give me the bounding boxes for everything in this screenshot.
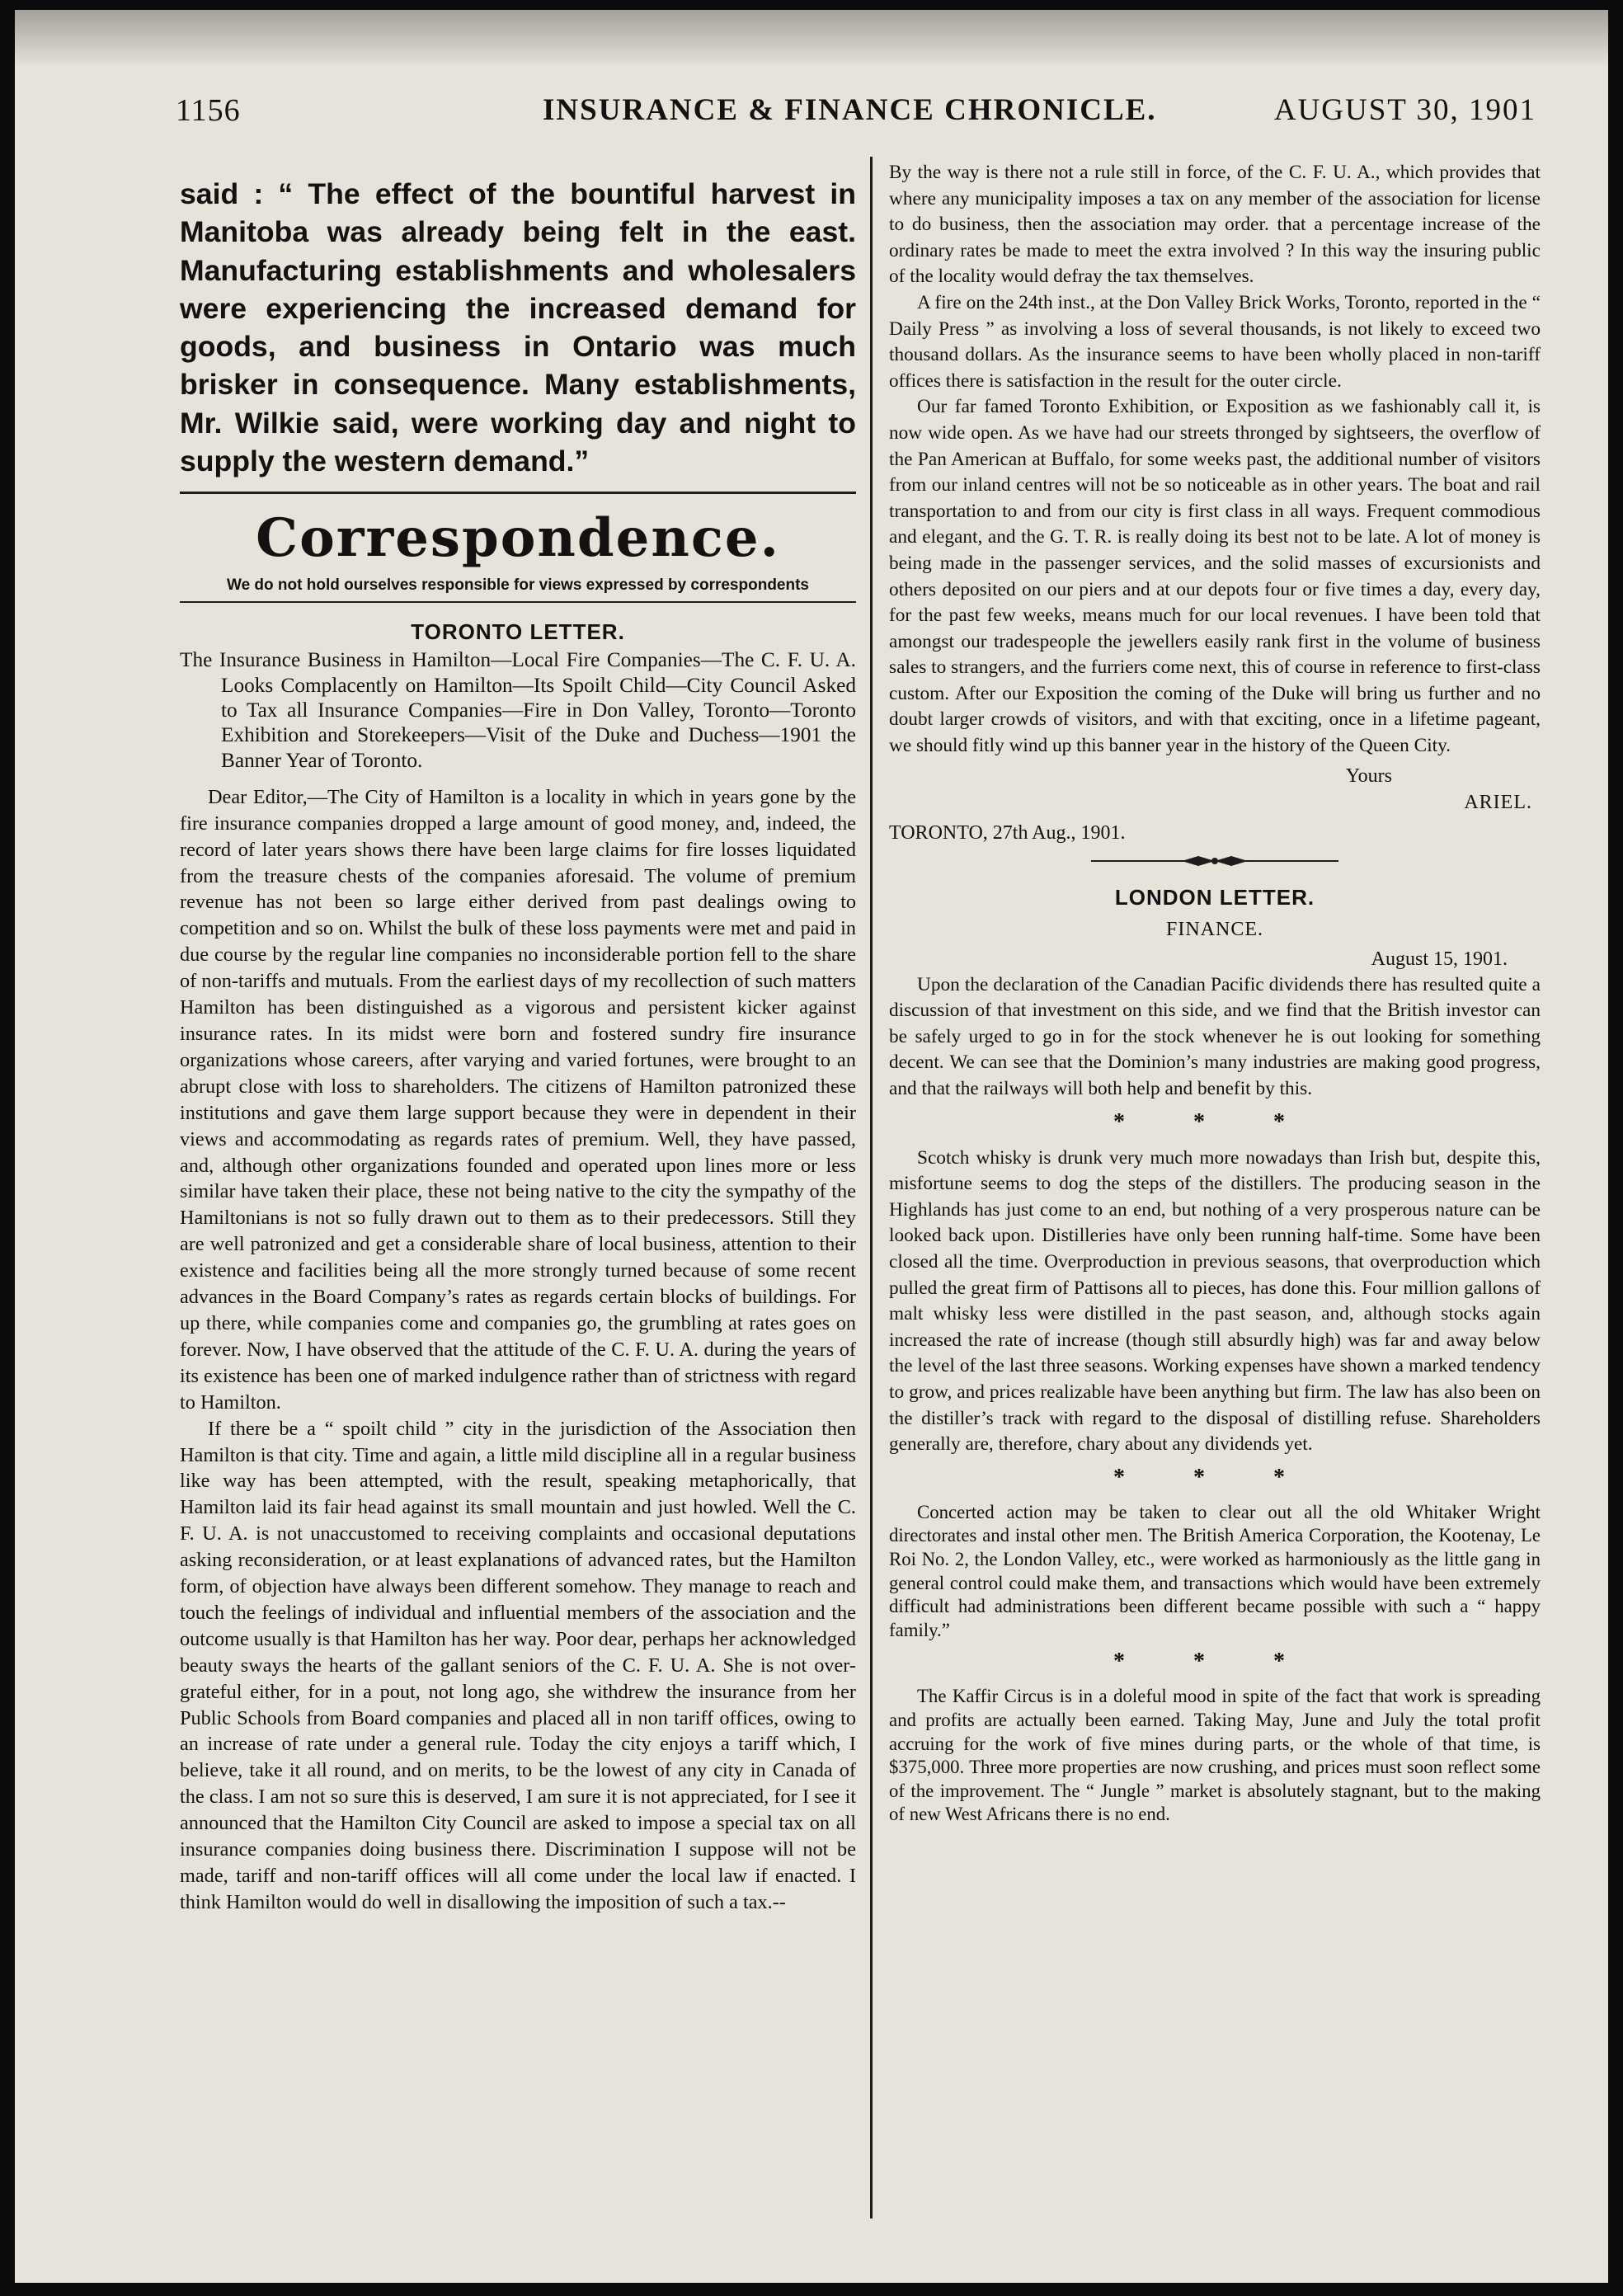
section-rule	[180, 492, 856, 494]
body-paragraph: A fire on the 24th inst., at the Don Valley Brick Works, Toronto, reported in the “ Daily Press ” as involving a loss of several thousands, is not likely to exceed two thousand dollars. As the insurance seems to have been wholly placed in non-tariff offices there is satisfaction in the result for the outer circle.	[889, 291, 1541, 392]
left-column	[180, 160, 856, 1916]
body-paragraph: By the way is there not a rule still in force, of the C. F. U. A., which provides that where any municipality imposes a tax on any member of the association for license to do business, then the association may order. that a percentage increase of the ordinary rates be made to meet the extra involved ? In this way the insuring public of the locality would defray the tax themselves.	[889, 162, 1541, 288]
disclaimer-rule	[180, 601, 856, 603]
body-paragraph: Our far famed Toronto Exhibition, or Exposition as we fashionably call it, is now wide open. As we have had our streets thronged by sightseers, the overflow of the Pan American at Buffalo, for some weeks past, the additional number of visitors from our inland centres will not be so noticeable as in other years. The boat and rail transportation to and from our city is first class in all ways. Frequent commodious and elegant, and the G. T. R. is really doing its best not to be late. A lot of money is being made in the passenger services, and the solid masses of excursionists and others deposited on our piers and at our depots four or five times a day, every day, for the past few weeks, means much for our local revenues. I have been told that amongst our tradespeople the jewellers easily rank first in the volume of business sales to strangers, and the furriers come next, this of course in reference to first-class custom. After our Exposition the coming of the Duke will bring us further and no doubt larger crowds of visitors, and with that exciting, once in a lifetime pageant, we should fitly wind up this banner year in the history of the Queen City.	[889, 396, 1541, 757]
lead-paragraph: said : “ The effect of the bountiful harvest in Manitoba was already being felt in the east. Manufacturing establishments and wholesalers were experiencing the increased demand for goods, and business in Ontario was much brisker in consequence. Many establishments, Mr. Wilkie said, were working day and night to supply the western demand.”	[180, 177, 856, 478]
newspaper-page	[15, 10, 1608, 2283]
body-paragraph: Upon the declaration of the Canadian Pacific dividends there has resulted quite a discussion of that investment on this side, and we find that the British investor can be safely urged to go in for the stock whenever he is out looking for something decent. We can see that the Dominion’s many industries are making good progress, and that the railways will both help and benefit by this.	[889, 973, 1541, 1100]
issue-date: AUGUST 30, 1901	[1273, 93, 1536, 127]
disclaimer: We do not hold ourselves responsible for views expressed by correspondents	[226, 576, 809, 595]
toronto-letter-title: TORONTO LETTER.	[411, 619, 625, 645]
london-letter-date: August 15, 1901.	[1371, 948, 1508, 970]
body-paragraph: Dear Editor,—The City of Hamilton is a locality in which in years gone by the fire insurance companies dropped a large amount of good money, and, indeed, the record of later years shows there have been large claims for fire losses liquidated from the treasure chests of the companies aforesaid. The volume of premium revenue has not been so large either derived from past dealings owing to competition and so on. Whilst the bulk of these loss payments were met and paid in due course by the regular line companies no inconsiderable portion fell to the share of non-tariffs and mutuals. From the earliest days of my recollection of such matters Hamilton has been distinguished as a vigorous and persistent kicker against insurance rates. In its midst were born and fostered sundry fire insurance organizations whose careers, after varying and varied fortunes, were brought to an abrupt close with loss to shareholders. The citizens of Hamilton patronized these institutions and gave them large support because they were in dependent in their views and accommodating as regards rates of premium. Well, they have passed, and, although other organizations founded and operated upon lines more or less similar have taken their place, these not being native to the city the sympathy of the Hamiltonians is not so fully drawn out to them as to their predecessors. Still they are well patronized and get a considerable share of local business, attention to their existence and facilities being all the more strongly turned because of some recent advances in the Board Company’s rates as regards certain blocks of buildings. For up there, while companies come and companies go, the grumbling at rates goes on forever. Now, I have observed that the attitude of the C. F. U. A. during the years of its existence has been one of marked indulgence rather than of strictness with regard to Hamilton.	[180, 785, 856, 1414]
section-separator: * * *	[1113, 1649, 1316, 1675]
sign-off-yours: Yours	[1345, 765, 1392, 787]
london-letter-subtitle: FINANCE.	[1165, 918, 1263, 940]
column-divider	[870, 157, 873, 2218]
section-separator: * * *	[1113, 1108, 1316, 1135]
right-column	[889, 160, 1541, 1827]
body-paragraph: Scotch whisky is drunk very much more nowadays than Irish but, despite this, misfortune seems to dog the steps of the distillers. The producing season in the Highlands has just come to an end, but nothing of a very prosperous nature can be looked back upon. Distilleries have only been running half-time. Some have been closed all the time. Overproduction in previous seasons, that overproduction which pulled the great firm of Pattisons all to pieces, has done this. Four million gallons of malt whisky less were distilled in the past season, and, although stocks again increased the rate of increase (though still absurdly high) was far and away below the level of the last three seasons. Working expenses have shown a marked tendency to grow, and prices realizable have been anything but firm. The law has also been on the distiller’s track with regard to the disposal of distilling refuse. Shareholders generally are, therefore, chary about any dividends yet.	[889, 1146, 1541, 1456]
section-separator: * * *	[1113, 1464, 1316, 1490]
body-paragraph: Concerted action may be taken to clear out all the old Whitaker Wright directorates and instal other men. The British America Corporation, the Kootenay, Le Roi No. 2, the London Valley, etc., were worked as harmoniously as the little gang in general control could make them, and transactions which would have been extremely difficult had administrations been different became possible with such a “ happy family.”	[889, 1501, 1541, 1640]
section-heading: Correspondence.	[256, 507, 780, 570]
london-letter-title: LONDON LETTER.	[1114, 884, 1315, 910]
page-number: 1156	[176, 93, 241, 128]
ornament-divider	[1091, 854, 1338, 868]
journal-title: INSURANCE & FINANCE CHRONICLE.	[543, 93, 1157, 127]
sign-off-name: ARIEL.	[1464, 791, 1532, 813]
dateline: TORONTO, 27th Aug., 1901.	[889, 821, 1126, 844]
toronto-letter-summary: The Insurance Business in Hamilton—Local Fire Companies—The C. F. U. A. Looks Complacently on Hamilton—Its Spoilt Child—City Council Asked to Tax all Insurance Companies—Fire in Don Valley, Toronto—Toronto Exhibition and Storekeepers—Visit of the Duke and Duchess—1901 the Banner Year of Toronto.	[180, 648, 856, 772]
page-header	[176, 92, 1536, 135]
body-paragraph: If there be a “ spoilt child ” city in the jurisdiction of the Association then Hamilton is that city. Time and again, a little mild discipline all in a regular business like way has been attempted, with the result, speaking metaphorically, that Hamilton laid its fair head against its small mountain and just howled. Well the C. F. U. A. is not unaccustomed to receiving complaints and occasional deputations asking reconsideration, or at least explanations of advanced rates, but the Hamilton form, of objection have always been different somehow. They manage to reach and touch the feelings of individual and influential members of the association and the outcome usually is that Hamilton has her way. Poor dear, perhaps her acknowledged beauty sways the hearts of the gallant seniors of the C. F. U. A. She is not over-grateful either, for in a pout, not long ago, she withdrew the insurance from her Public Schools from Board companies and placed all in non tariff offices, owing to an increase of rate under a general rule. Today the city enjoys a tariff which, I believe, take it all round, and on merits, to be the lowest of any city in Canada of the class. I am not so sure this is deserved, I am sure it is not appreciated, for I see it announced that the Hamilton City Council are asked to impose a special tax on all insurance companies doing business there. Discrimination I suppose will not be made, tariff and non-tariff offices will all come under the local law if enacted. I think Hamilton would do well in disallowing the imposition of such a tax.--	[180, 1417, 856, 1913]
body-paragraph: The Kaffir Circus is in a doleful mood in spite of the fact that work is spreading and profits are actually been earned. Taking May, June and July the total profit accruing for the work of five mines during parts, or the whole of that time, is $375,000. Three more properties are now crushing, and prices must soon reflect some of the improvement. The “ Jungle ” market is absolutely stagnant, but to the making of new West Africans there is no end.	[889, 1686, 1541, 1825]
